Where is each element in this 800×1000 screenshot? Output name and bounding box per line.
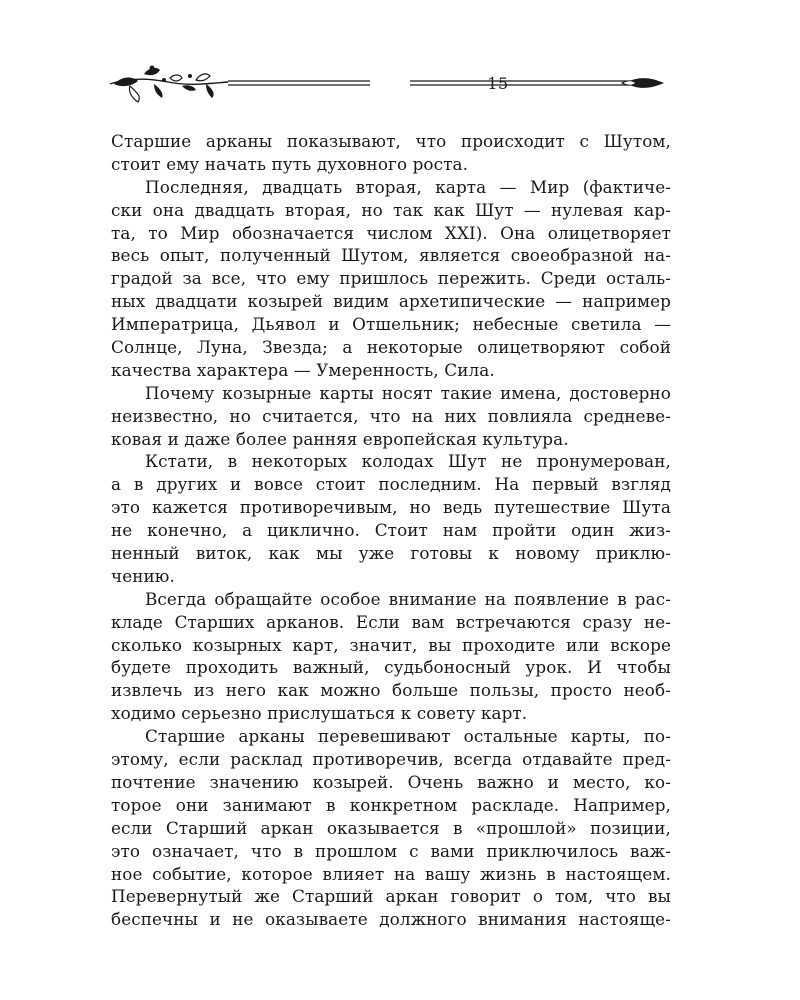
- text-line: это кажется противоречивым, но ведь путешествие Шута: [111, 497, 671, 518]
- paragraph: [111, 130, 671, 176]
- page-number: 15: [487, 74, 509, 93]
- text-line: неизвестно, но считается, что на них повлияла средневе-: [111, 405, 671, 426]
- text-line: а в других и вовсе стоит последним. На первый взгляд: [111, 474, 671, 495]
- text-line: торое они занимают в конкретном раскладе. Например,: [111, 794, 671, 815]
- text-line: Почему козырные карты носят такие имена, достоверно: [145, 382, 671, 403]
- text-line: градой за все, что ему пришлось пережить. Среди осталь-: [111, 268, 671, 289]
- text-line: Кстати, в некоторых колодах Шут не пронумерован,: [145, 451, 671, 472]
- text-line: Перевернутый же Старший аркан говорит о том, что вы: [111, 886, 671, 907]
- text-line: ненный виток, как мы уже готовы к новому приклю-: [111, 543, 671, 564]
- text-line: будете проходить важный, судьбоносный урок. И чтобы: [111, 657, 671, 678]
- text-line: ных двадцати козырей видим архетипические — например: [111, 291, 671, 312]
- text-line: Императрица, Дьявол и Отшельник; небесные светила —: [111, 314, 671, 335]
- text-line: ное событие, которое влияет на вашу жизнь в настоящем.: [111, 863, 671, 884]
- text-line: весь опыт, полученный Шутом, является своеобразной на-: [111, 245, 671, 266]
- paragraph: [111, 382, 671, 451]
- paragraph: [111, 176, 671, 382]
- text-line: Всегда обращайте особое внимание на появление в рас-: [145, 588, 671, 609]
- text-line: Солнце, Луна, Звезда; а некоторые олицетворяют собой: [111, 337, 671, 358]
- text-line: почтение значению козырей. Очень важно и место, ко-: [111, 771, 671, 792]
- paragraph: [111, 725, 671, 931]
- text-line: не конечно, а циклично. Стоит нам пройти один жиз-: [111, 520, 671, 541]
- text-line: чению.: [111, 565, 175, 586]
- text-line: Старшие арканы показывают, что происходит с Шутом,: [111, 131, 671, 151]
- text-line: извлечь из него как можно больше пользы, просто необ-: [111, 680, 671, 701]
- body-text: [111, 130, 671, 931]
- text-line: Старшие арканы перевешивают остальные карты, по-: [145, 726, 671, 747]
- text-line: ходимо серьезно прислушаться к совету карт.: [111, 703, 528, 724]
- text-line: качества характера — Умеренность, Сила.: [111, 359, 495, 380]
- text-line: ски она двадцать вторая, но так как Шут — нулевая кар-: [111, 199, 671, 220]
- paragraph: [111, 450, 671, 587]
- text-line: та, то Мир обозначается числом XXI). Она олицетворяет: [111, 222, 671, 243]
- text-line: кладе Старших арканов. Если вам встречаются сразу не-: [111, 611, 671, 632]
- text-line: ковая и даже более ранняя европейская культура.: [111, 428, 569, 449]
- text-line: Последняя, двадцать вторая, карта — Мир (фактиче-: [145, 176, 671, 197]
- page-header: [108, 62, 668, 106]
- text-line: это означает, что в прошлом с вами приключилось важ-: [111, 840, 671, 861]
- text-line: сколько козырных карт, значит, вы проходите или вскоре: [111, 634, 671, 655]
- paragraph: [111, 588, 671, 725]
- text-line: этому, если расклад противоречив, всегда отдавайте пред-: [111, 749, 671, 770]
- vine-ornament-icon: [108, 62, 668, 106]
- text-line: если Старший аркан оказывается в «прошлой» позиции,: [111, 817, 671, 838]
- text-line: стоит ему начать путь духовного роста.: [111, 153, 469, 174]
- text-line: беспечны и не оказываете должного внимания настояще-: [111, 909, 671, 930]
